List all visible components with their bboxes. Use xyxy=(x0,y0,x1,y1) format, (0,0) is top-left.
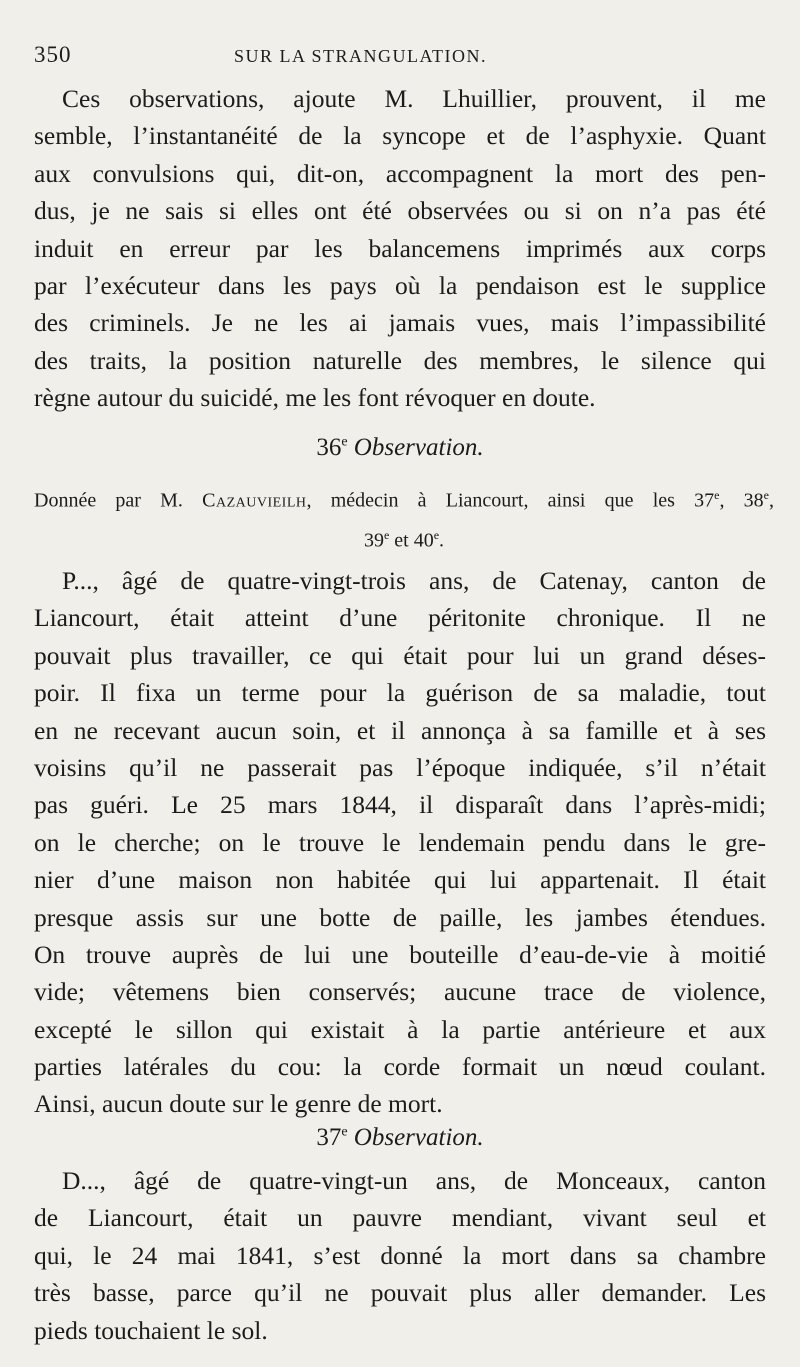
text-line: poir. Il fixa un terme pour la guérison de sa maladie, tout xyxy=(34,678,766,708)
credit-39: 39 xyxy=(363,529,384,552)
observation-37-heading xyxy=(0,1124,800,1152)
observation-number: 37 xyxy=(316,1124,342,1151)
text-line: pouvait plus travailler, ce qui était pour lui un grand déses- xyxy=(34,640,766,670)
credit-sup: e xyxy=(383,527,390,542)
text-line: pas guéri. Le 25 mars 1844, il disparaît dans l’après-midi; xyxy=(34,790,766,820)
credit-40: et 40 xyxy=(389,529,434,552)
text-line: Ces observations, ajoute M. Lhuillier, prouvent, il me xyxy=(62,84,766,113)
credit-sup: e xyxy=(714,488,720,502)
text-line: dus, je ne sais si elles ont été observées ou si on n’a pas été xyxy=(34,196,766,226)
text-line: très basse, parce qu’il ne pouvait plus aller demander. Les xyxy=(34,1278,766,1308)
text-line: on le cherche; on le trouve le lendemain pendu dans le gre- xyxy=(34,827,766,857)
text-line: excepté le sillon qui existait à la partie antérieure et aux xyxy=(34,1014,766,1044)
text-line: nier d’une maison non habitée qui lui appartenait. Il était xyxy=(34,865,766,895)
paragraph-3 xyxy=(34,1162,766,1349)
text-line: vide; vêtemens bien conservés; aucune trace de violence, xyxy=(34,977,766,1007)
text-line: voisins qu’il ne passerait pas l’époque indiquée, s’il n’était xyxy=(34,752,766,782)
text-line: des criminels. Je ne les ai jamais vues, mais l’impassibilité xyxy=(34,308,766,338)
text-line: semble, l’instantanéité de la syncope et de l’asphyxie. Quant xyxy=(34,121,766,151)
credit-line-2 xyxy=(34,518,774,558)
credit-line-1 xyxy=(34,478,774,518)
observation-number: 36 xyxy=(316,434,342,461)
credit-end: , xyxy=(769,489,774,512)
text-line: par l’exécuteur dans les pays où la pendaison est le supplice xyxy=(34,270,766,300)
credit-prefix: Donnée par M. xyxy=(34,489,183,512)
credit-period: . xyxy=(439,529,445,552)
paragraph-1 xyxy=(34,80,766,417)
text-line: P..., âgé de quatre-vingt-trois ans, de Catenay, canton de xyxy=(62,566,766,595)
text-line: aux convulsions qui, dit-on, accompagnent la mort des pen- xyxy=(34,158,766,188)
text-line: parties latérales du cou: la corde formait un nœud coulant. xyxy=(34,1052,766,1082)
text-line: pieds touchaient le sol. xyxy=(34,1315,268,1345)
text-line: On trouve auprès de lui une bouteille d’eau-de-vie à moitié xyxy=(34,939,766,969)
text-line: Liancourt, était atteint d’une péritonite chronique. Il ne xyxy=(34,603,766,633)
text-line: des traits, la position naturelle des membres, le silence qui xyxy=(34,345,766,375)
ordinal-suffix: e xyxy=(341,1124,348,1140)
text-line: induit en erreur par les balancemens imprimés aux corps xyxy=(34,233,766,263)
running-title: SUR LA STRANGULATION. xyxy=(234,46,488,66)
text-line: presque assis sur une botte de paille, les jambes étendues. xyxy=(34,902,766,932)
text-line: D..., âgé de quatre-vingt-un ans, de Monceaux, canton xyxy=(62,1166,766,1195)
page-header xyxy=(34,42,774,76)
observation-36-credit xyxy=(34,478,774,557)
observation-word: Observation. xyxy=(353,434,484,461)
text-line: Ainsi, aucun doute sur le genre de mort. xyxy=(34,1089,443,1119)
credit-mid: , 38 xyxy=(719,489,764,512)
page-number: 350 xyxy=(34,42,72,67)
credit-rest: , médecin à Liancourt, ainsi que les 37 xyxy=(306,489,715,512)
credit-sup: e xyxy=(433,527,440,542)
observation-36-heading xyxy=(0,434,800,462)
paragraph-2 xyxy=(34,562,766,1123)
credit-name: Cazauvieilh xyxy=(202,489,307,512)
text-line: règne autour du suicidé, me les font révoquer en doute. xyxy=(34,383,596,413)
text-line: de Liancourt, était un pauvre mendiant, vivant seul et xyxy=(34,1203,766,1233)
credit-sup: e xyxy=(763,488,769,502)
text-line: qui, le 24 mai 1841, s’est donné la mort dans sa chambre xyxy=(34,1240,766,1270)
observation-word: Observation. xyxy=(353,1124,484,1151)
text-line: en ne recevant aucun soin, et il annonça à sa famille et à ses xyxy=(34,715,766,745)
ordinal-suffix: e xyxy=(341,434,348,450)
